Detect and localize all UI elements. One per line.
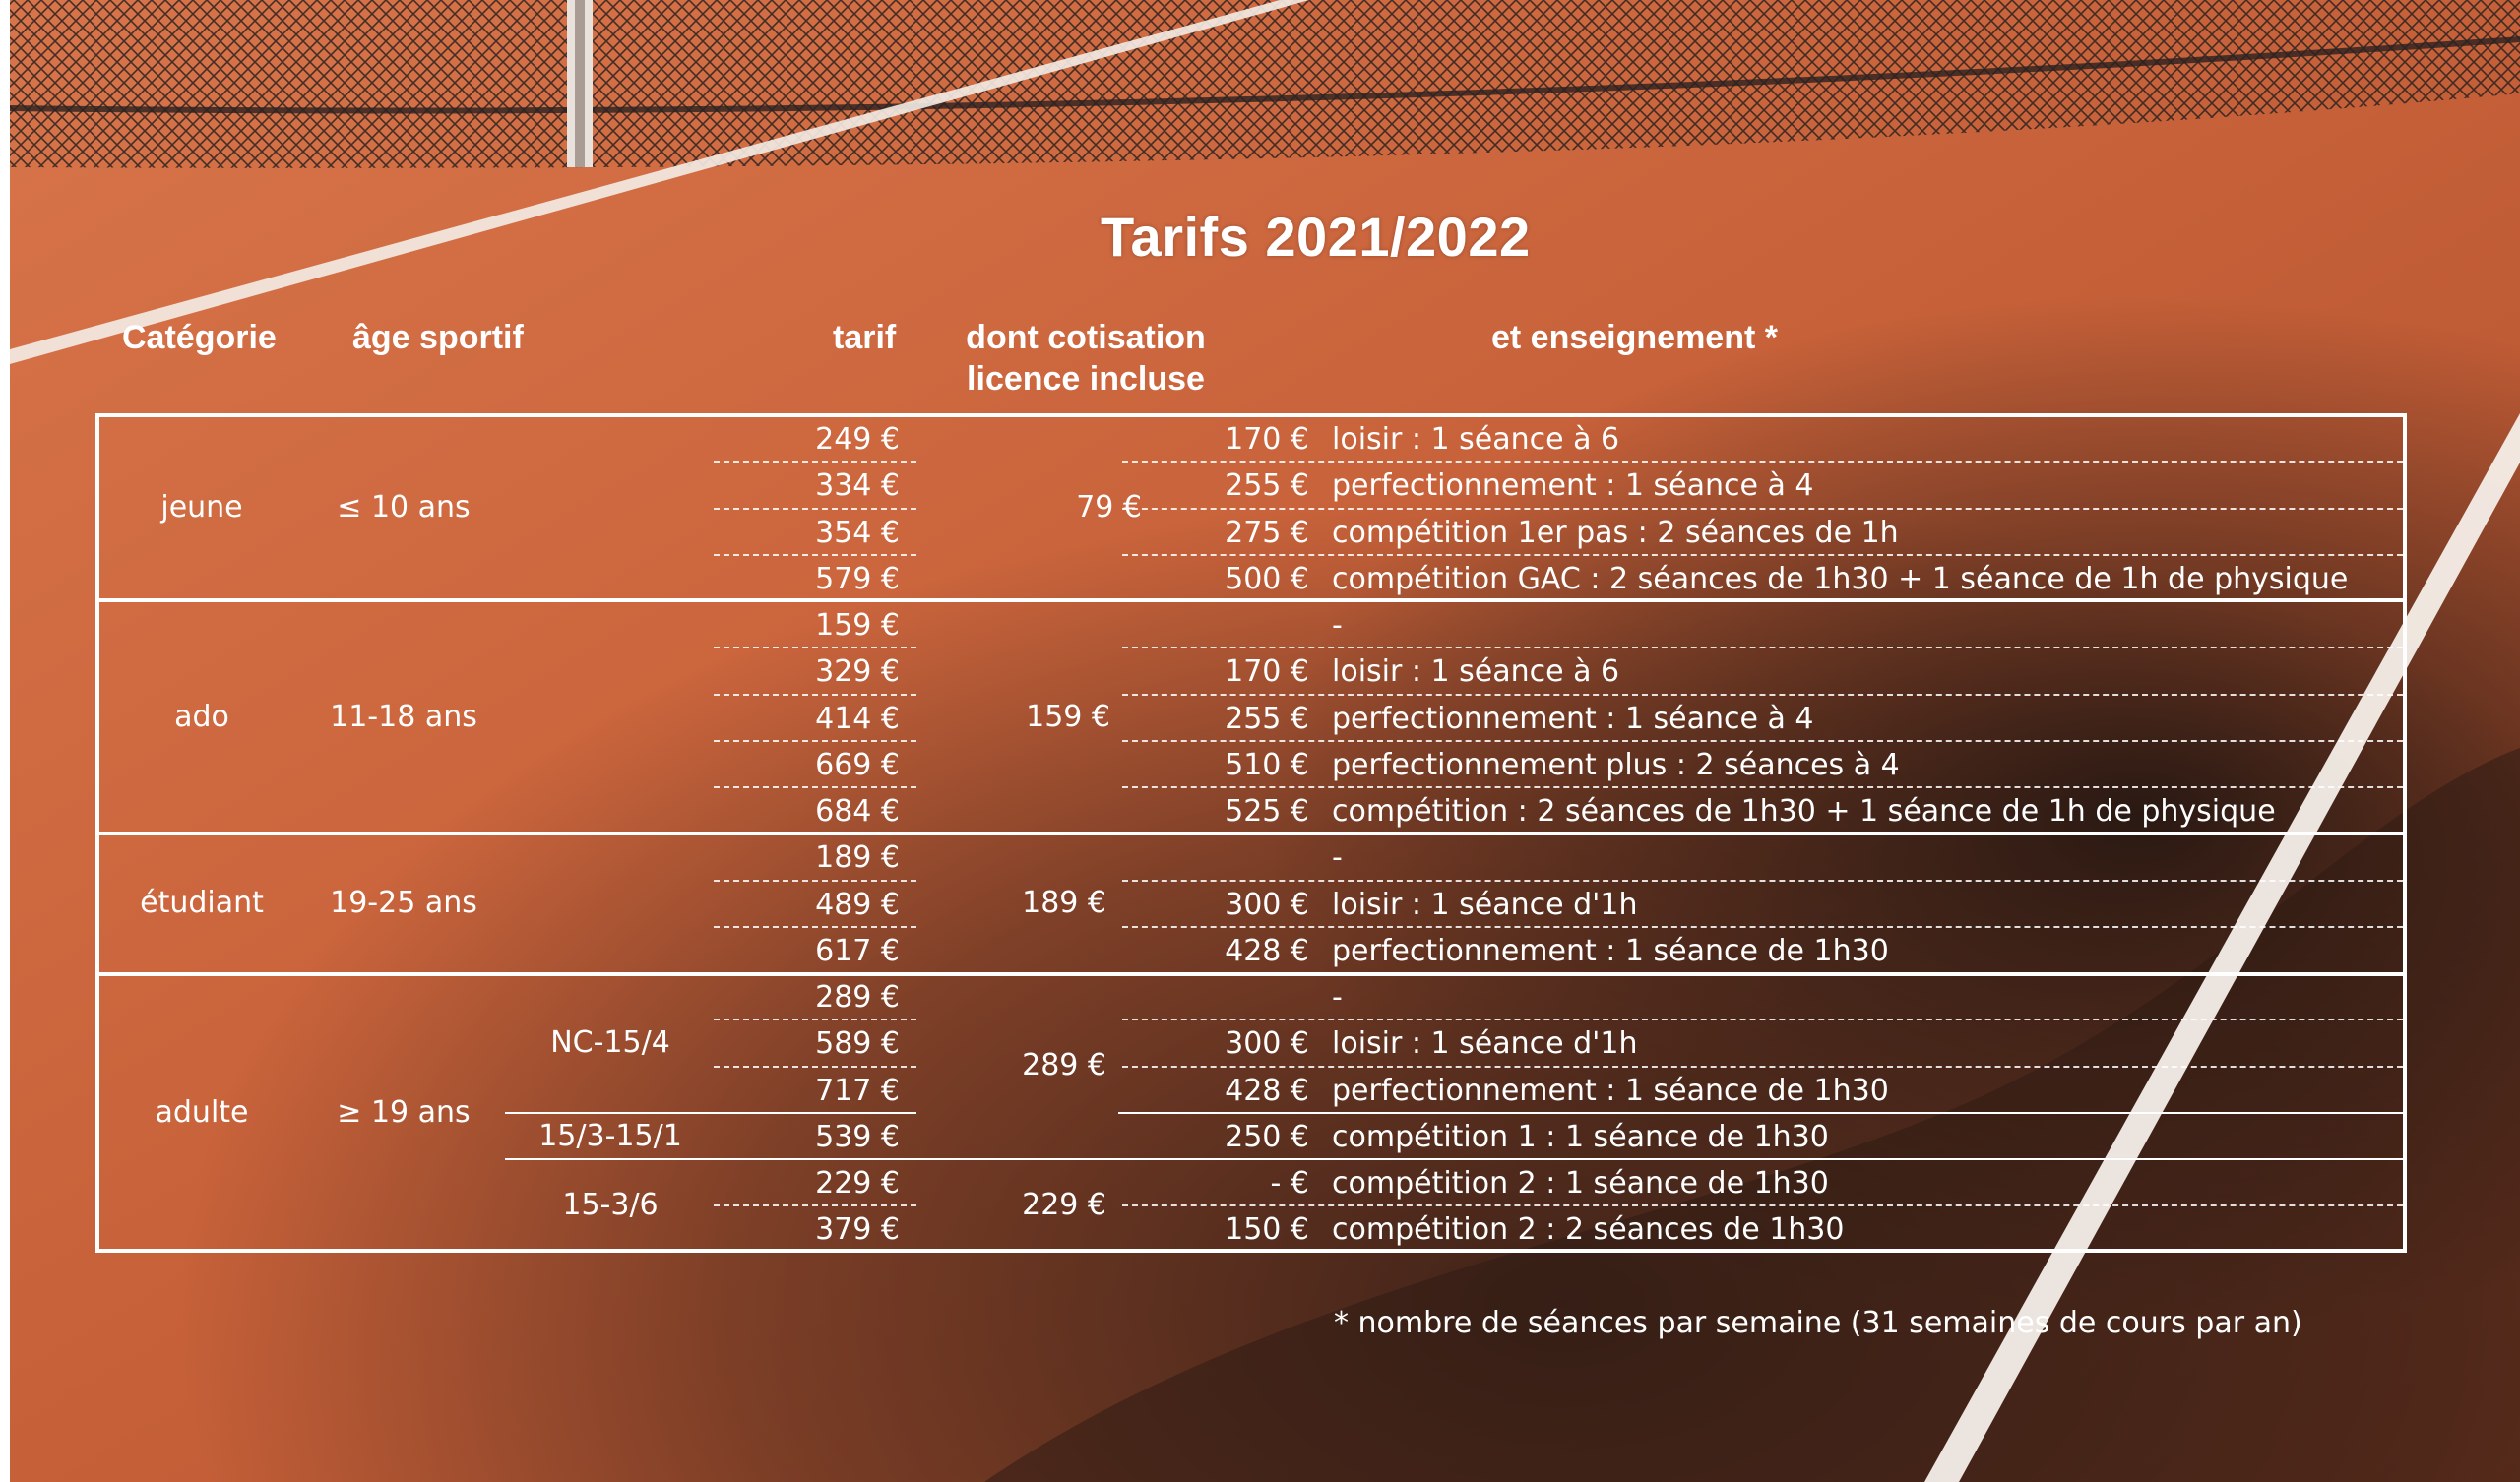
tarif-value: 159 € bbox=[815, 608, 900, 643]
header-cotisation bbox=[945, 317, 1227, 400]
cotisation-value: 289 € bbox=[1022, 1048, 1106, 1082]
age-label: 19-25 ans bbox=[330, 886, 477, 920]
cotisation-value: 79 € bbox=[1076, 490, 1142, 525]
age-label: ≥ 19 ans bbox=[337, 1095, 471, 1130]
enseignement-description: compétition 1er pas : 2 séances de 1h bbox=[1332, 516, 1899, 550]
tarif-value: 717 € bbox=[815, 1074, 900, 1108]
tarif-value: 229 € bbox=[815, 1166, 900, 1201]
table-row bbox=[0, 1206, 2520, 1253]
table-row bbox=[0, 974, 2520, 1020]
tarif-value: 489 € bbox=[815, 888, 900, 922]
table-row bbox=[0, 602, 2520, 648]
age-label: ≤ 10 ans bbox=[337, 490, 471, 525]
enseignement-value: 525 € bbox=[1225, 794, 1309, 829]
tarif-value: 684 € bbox=[815, 794, 900, 829]
enseignement-description: - bbox=[1332, 840, 1343, 875]
table-row bbox=[0, 463, 2520, 509]
table-row bbox=[0, 416, 2520, 463]
table-row bbox=[0, 742, 2520, 788]
enseignement-value: 300 € bbox=[1225, 888, 1309, 922]
cotisation-value: 189 € bbox=[1022, 886, 1106, 920]
category-label: étudiant bbox=[140, 886, 264, 920]
tarif-value: 189 € bbox=[815, 840, 900, 875]
enseignement-description: loisir : 1 séance à 6 bbox=[1332, 654, 1620, 689]
table-row bbox=[0, 882, 2520, 928]
header-tarif: tarif bbox=[833, 319, 897, 356]
enseignement-description: compétition 2 : 1 séance de 1h30 bbox=[1332, 1166, 1829, 1201]
footnote: * nombre de séances par semaine (31 semaines de cours par an) bbox=[1334, 1306, 2302, 1340]
tarif-value: 579 € bbox=[815, 562, 900, 596]
enseignement-value: 510 € bbox=[1225, 748, 1309, 782]
enseignement-value: 255 € bbox=[1225, 702, 1309, 736]
enseignement-description: compétition GAC : 2 séances de 1h30 + 1 séance de 1h de physique bbox=[1332, 562, 2349, 596]
enseignement-description: - bbox=[1332, 980, 1343, 1015]
category-label: adulte bbox=[155, 1095, 249, 1130]
category-label: jeune bbox=[160, 490, 243, 525]
tarif-value: 329 € bbox=[815, 654, 900, 689]
table-row bbox=[0, 648, 2520, 695]
header-enseignement: et enseignement * bbox=[1491, 319, 1778, 356]
tarif-value: 289 € bbox=[815, 980, 900, 1015]
level-label: 15-3/6 bbox=[562, 1188, 659, 1222]
tarif-value: 249 € bbox=[815, 422, 900, 457]
enseignement-description: - bbox=[1332, 608, 1343, 643]
enseignement-value bbox=[1187, 602, 1309, 648]
tarif-value: 414 € bbox=[815, 702, 900, 736]
enseignement-description: compétition 2 : 2 séances de 1h30 bbox=[1332, 1212, 1845, 1247]
header-cotisation-line2: licence incluse bbox=[967, 360, 1205, 398]
table-row bbox=[0, 556, 2520, 602]
tarif-value: 617 € bbox=[815, 934, 900, 968]
page-title: Tarifs 2021/2022 bbox=[1101, 206, 1531, 268]
tarif-value: 589 € bbox=[815, 1026, 900, 1061]
enseignement-value: 428 € bbox=[1225, 1074, 1309, 1108]
tarif-value: 354 € bbox=[815, 516, 900, 550]
cotisation-value: 229 € bbox=[1022, 1188, 1106, 1222]
header-age: âge sportif bbox=[352, 319, 524, 356]
table-row bbox=[0, 1068, 2520, 1114]
enseignement-description: perfectionnement : 1 séance de 1h30 bbox=[1332, 934, 1889, 968]
category-label: ado bbox=[174, 700, 229, 734]
enseignement-description: loisir : 1 séance d'1h bbox=[1332, 888, 1638, 922]
header-categorie: Catégorie bbox=[122, 319, 277, 356]
cotisation-value: 159 € bbox=[1026, 700, 1110, 734]
enseignement-value: 250 € bbox=[1225, 1120, 1309, 1154]
table-row bbox=[0, 834, 2520, 881]
enseignement-value: 428 € bbox=[1225, 934, 1309, 968]
enseignement-description: loisir : 1 séance d'1h bbox=[1332, 1026, 1638, 1061]
enseignement-value: 170 € bbox=[1225, 422, 1309, 457]
tarif-value: 379 € bbox=[815, 1212, 900, 1247]
age-label: 11-18 ans bbox=[330, 700, 477, 734]
tarif-value: 669 € bbox=[815, 748, 900, 782]
enseignement-description: loisir : 1 séance à 6 bbox=[1332, 422, 1620, 457]
table-row bbox=[0, 788, 2520, 834]
enseignement-description: perfectionnement : 1 séance de 1h30 bbox=[1332, 1074, 1889, 1108]
enseignement-value: 255 € bbox=[1225, 468, 1309, 503]
table-row bbox=[0, 1020, 2520, 1067]
table-row bbox=[0, 696, 2520, 742]
enseignement-value: 150 € bbox=[1225, 1212, 1309, 1247]
enseignement-value: - € bbox=[1270, 1166, 1309, 1201]
tarif-value: 334 € bbox=[815, 468, 900, 503]
enseignement-value: 300 € bbox=[1225, 1026, 1309, 1061]
enseignement-description: perfectionnement : 1 séance à 4 bbox=[1332, 468, 1814, 503]
enseignement-description: perfectionnement : 1 séance à 4 bbox=[1332, 702, 1814, 736]
enseignement-value bbox=[1187, 974, 1309, 1020]
enseignement-value bbox=[1187, 834, 1309, 881]
enseignement-description: compétition 1 : 1 séance de 1h30 bbox=[1332, 1120, 1829, 1154]
table-row bbox=[0, 510, 2520, 556]
table-row bbox=[0, 1114, 2520, 1160]
table-row bbox=[0, 1160, 2520, 1206]
enseignement-value: 275 € bbox=[1225, 516, 1309, 550]
header-cotisation-line1: dont cotisation bbox=[966, 319, 1206, 356]
tarif-value: 539 € bbox=[815, 1120, 900, 1154]
enseignement-description: perfectionnement plus : 2 séances à 4 bbox=[1332, 748, 1900, 782]
enseignement-description: compétition : 2 séances de 1h30 + 1 séance de 1h de physique bbox=[1332, 794, 2276, 829]
table-row bbox=[0, 928, 2520, 974]
level-label: 15/3-15/1 bbox=[538, 1119, 682, 1153]
enseignement-value: 500 € bbox=[1225, 562, 1309, 596]
level-label: NC-15/4 bbox=[550, 1025, 670, 1060]
enseignement-value: 170 € bbox=[1225, 654, 1309, 689]
